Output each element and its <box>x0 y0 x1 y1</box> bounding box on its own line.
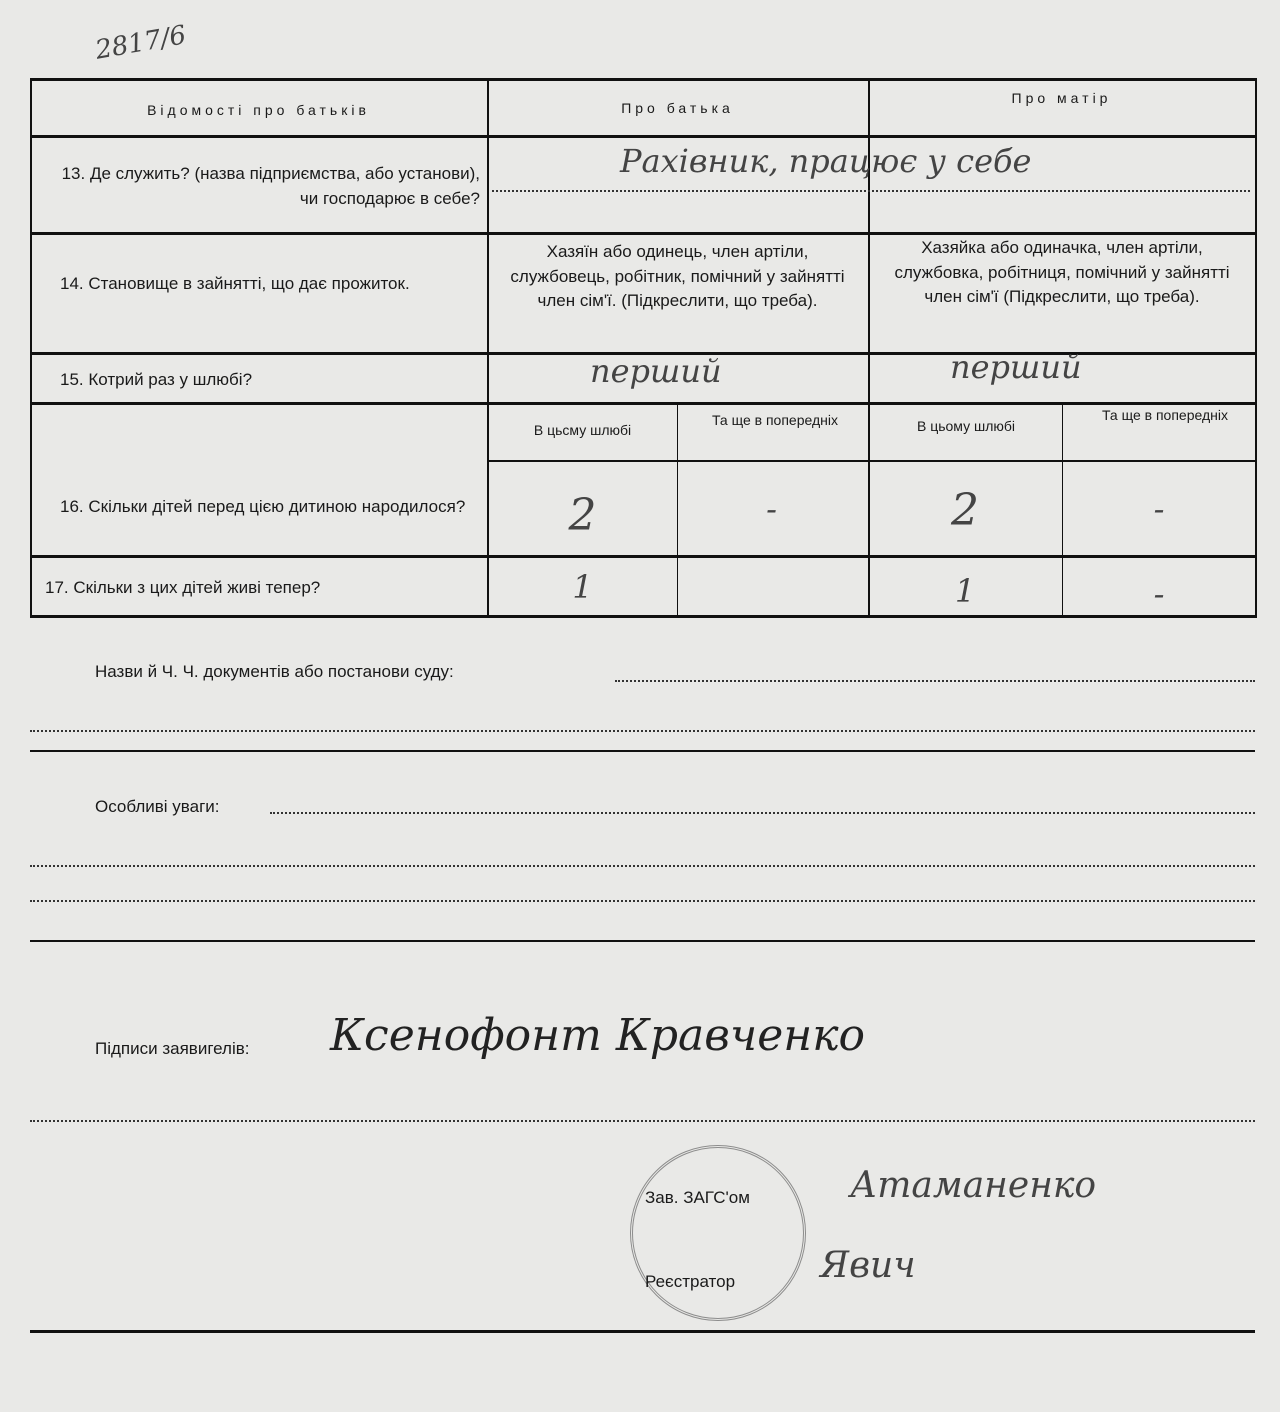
archive-mark: 2817/6 <box>93 20 189 66</box>
answer-13: Рахівник, працює у себе <box>620 142 1032 180</box>
sub-father-this: В цьсму шлюбі <box>533 422 632 438</box>
question-14: 14. Становище в зайнятті, що дає прожиток. <box>60 274 410 293</box>
header-parents-info: Відомості про батьків <box>147 102 370 118</box>
answer-16-3: 2 <box>951 485 979 536</box>
registrar-label: Реєстратор <box>645 1272 736 1291</box>
question-15: 15. Котрий раз у шлюбі? <box>60 370 253 389</box>
signatures-label: Підписи заявигелів: <box>95 1039 250 1058</box>
documents-label: Назви й Ч. Ч. документів або постанови суду: <box>95 662 454 681</box>
question-16: 16. Скільки дітей перед цією дитиною народилося? <box>60 497 466 516</box>
header-father: Про батька <box>621 100 734 116</box>
answer-16-4: - <box>1153 490 1165 528</box>
sub-mother-prev: Та ще в попередніх <box>1102 407 1228 423</box>
sub-father-prev: Та ще в попередніх <box>712 412 838 428</box>
notes-label: Особливі уваги: <box>95 797 220 816</box>
question-13: 13. Де служить? (назва підприємства, або установи), чи господарює в себе? <box>61 164 480 208</box>
question-17: 17. Скільки з цих дітей живі тепер? <box>45 578 321 597</box>
answer-17-3: 1 <box>954 572 976 610</box>
registrar-signature: Явич <box>820 1245 916 1286</box>
answer-17-1: 1 <box>572 568 593 606</box>
answer-14-mother: Хазяйка або одиначка, член артіли, службовка, робітниця, помічний у зайнятті член сім'ї (Підкреслити, що треба). <box>894 238 1230 307</box>
answer-15-father: перший <box>590 352 722 390</box>
head-label: Зав. ЗАГС'ом <box>645 1188 750 1207</box>
answer-16-1: 2 <box>568 490 597 541</box>
answer-17-4: - <box>1153 575 1165 613</box>
head-signature: Атаманенко <box>850 1165 1097 1206</box>
sub-mother-this: В цьому шлюбі <box>916 418 1016 434</box>
answer-16-2: - <box>766 490 777 528</box>
answer-14-father: Хазяїн або одинець, член артіли, службовець, робітник, помічний у зайнятті член сім'ї. (Підкреслити, що треба). <box>510 242 845 311</box>
answer-15-mother: перший <box>950 348 1082 386</box>
header-mother: Про матір <box>1011 90 1112 106</box>
applicant-signature: Ксенофонт Кравченко <box>330 1010 866 1061</box>
